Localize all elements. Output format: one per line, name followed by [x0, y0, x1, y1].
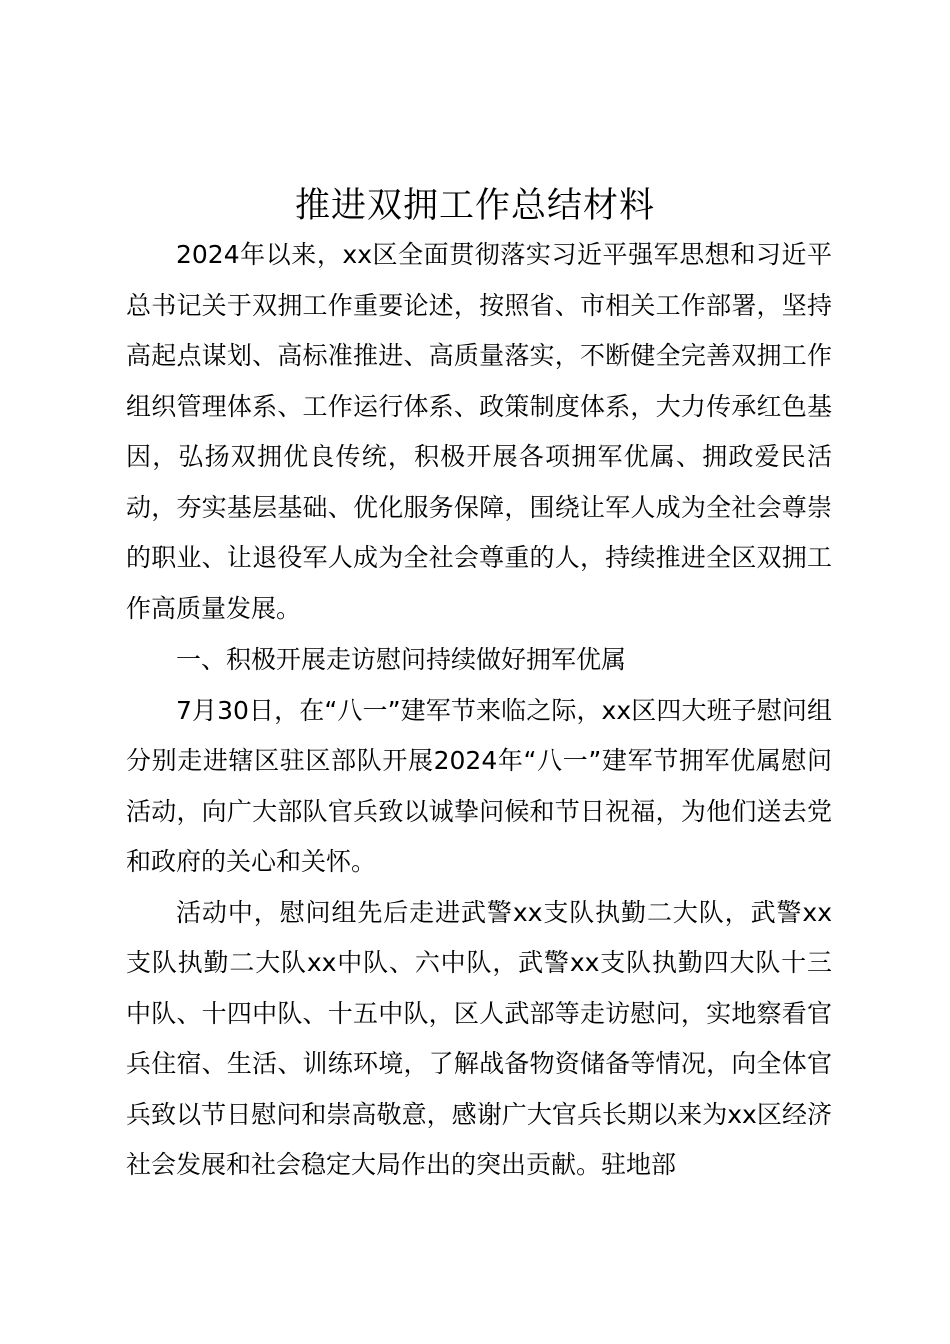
document-body: [126, 230, 832, 1191]
paragraph-activity: 活动中，慰问组先后走进武警xx支队执勤二大队，武警xx支队执勤二大队xx中队、六中队，武警xx支队执勤四大队十三中队、十四中队、十五中队，区人武部等走访慰问，实地察看官兵住宿、生活、训练环境，了解战备物资储备等情况，向全体官兵致以节日慰问和崇高敬意，感谢广大官兵长期以来为xx区经济社会发展和社会稳定大局作出的突出贡献。驻地部: [126, 897, 832, 1179]
paragraph-intro: 2024年以来，xx区全面贯彻落实习近平强军思想和习近平总书记关于双拥工作重要论述，按照省、市相关工作部署，坚持高起点谋划、高标准推进、高质量落实，不断健全完善双拥工作组织管理体系、工作运行体系、政策制度体系，大力传承红色基因，弘扬双拥优良传统，积极开展各项拥军优属、拥政爱民活动，夯实基层基础、优化服务保障，围绕让军人成为全社会尊崇的职业、让退役军人成为全社会尊重的人，持续推进全区双拥工作高质量发展。: [126, 240, 832, 623]
document-title: 推进双拥工作总结材料: [294, 186, 655, 226]
paragraph-visit: 7月30日，在“八一”建军节来临之际，xx区四大班子慰问组分别走进辖区驻区部队开展2024年“八一”建军节拥军优属慰问活动，向广大部队官兵致以诚挚问候和节日祝福，为他们送去党和政府的关心和关怀。: [126, 695, 832, 876]
section-heading: 一、积极开展走访慰问持续做好拥军优属: [176, 645, 627, 674]
